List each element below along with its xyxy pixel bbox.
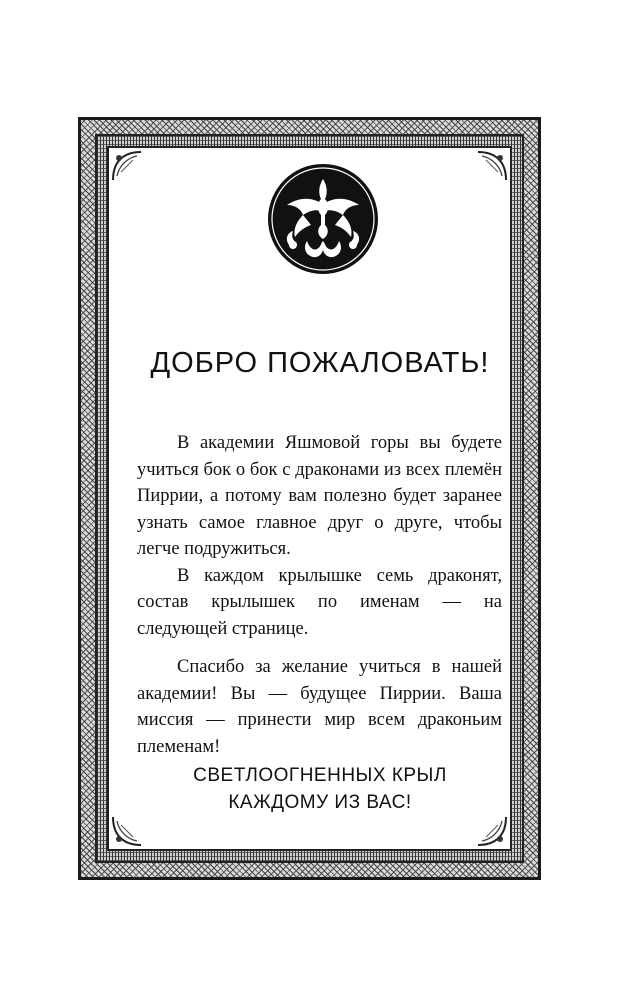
closing-line: КАЖДОМУ ИЗ ВАС! [228, 792, 412, 813]
paragraph: В каждом крылышке семь драконят, состав крылышек по именам — на следующей странице. [137, 565, 502, 639]
closing-greeting [110, 762, 530, 816]
welcome-text [137, 430, 502, 760]
corner-flourish-icon [474, 813, 508, 847]
corner-flourish-icon [111, 150, 145, 184]
dragon-emblem-icon [267, 163, 379, 275]
paragraph: Спасибо за желание учиться в нашей академии! Вы — будущее Пиррии. Ваша миссия — принести мир всем драконьим племенам! [137, 657, 502, 757]
paragraph: В академии Яшмовой горы вы будете учиться бок о бок с драконами из всех племён Пиррии, а потому вам полезно будет заранее узнать самое главное друг о друге, чтобы легче подружиться. [137, 433, 502, 559]
page-title: ДОБРО ПОЖАЛОВАТЬ! [150, 347, 490, 379]
corner-flourish-icon [474, 150, 508, 184]
corner-flourish-icon [111, 813, 145, 847]
closing-line: СВЕТЛООГНЕННЫХ КРЫЛ [193, 765, 447, 786]
